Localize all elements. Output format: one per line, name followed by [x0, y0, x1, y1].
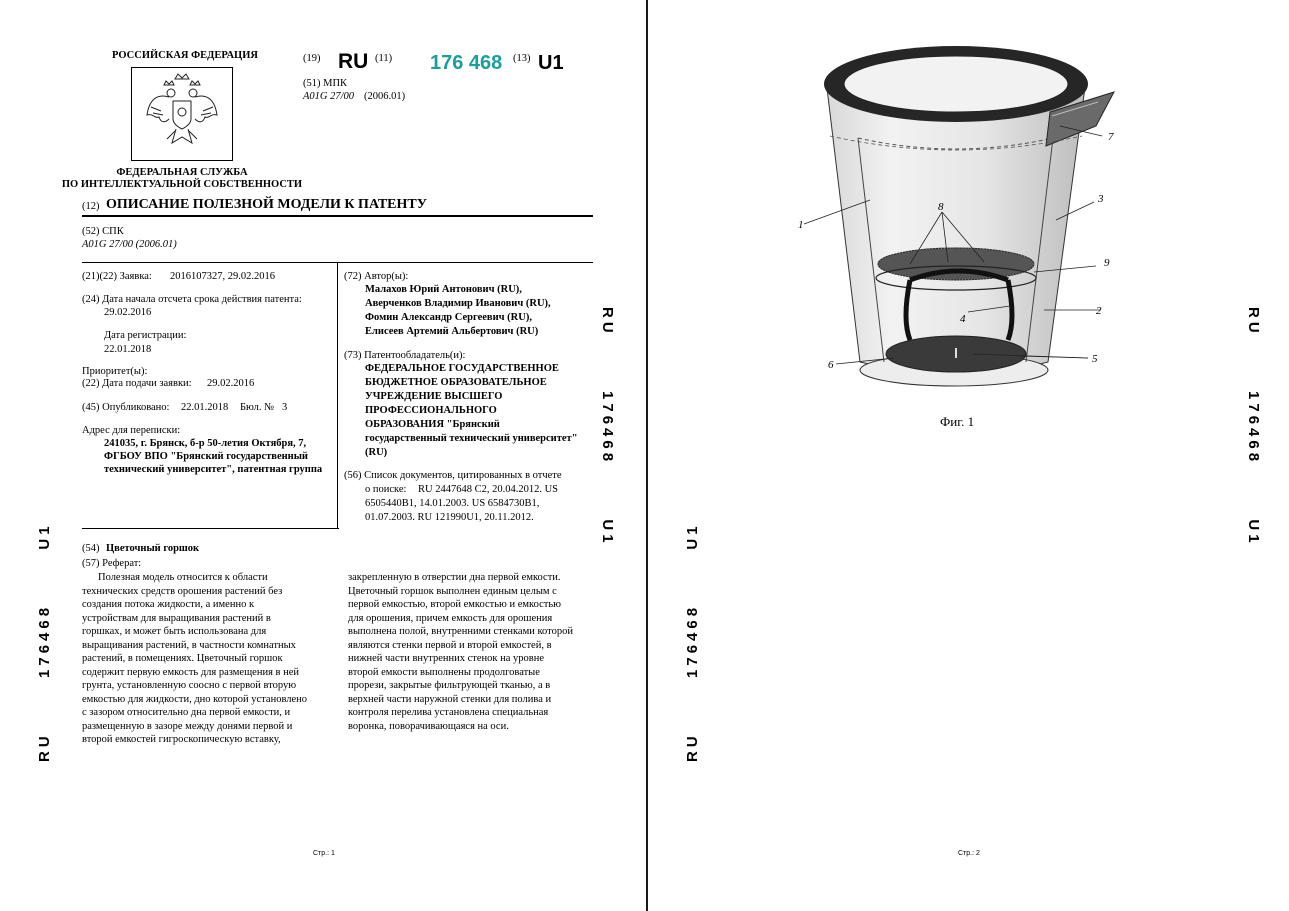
start-date-value: 29.02.2016 — [104, 307, 152, 318]
figure-label: 7 — [1108, 131, 1114, 143]
code-13: (13) — [513, 53, 531, 64]
figure-label: 6 — [828, 359, 834, 371]
side-code-number: 176468 — [684, 603, 701, 678]
figure-1-drawing — [798, 40, 1138, 410]
title-rule — [82, 215, 593, 217]
abstract-line: второй емкостей гигроскопическую вставку, — [82, 734, 281, 745]
mpk-class: A01G 27/00 — [303, 91, 355, 102]
abstract-line: горшках, и может быть использована для — [82, 626, 267, 637]
cited-line: 01.07.2003. RU 121990U1, 20.11.2012. — [365, 512, 534, 523]
side-code-ru: RU — [36, 732, 53, 762]
author-name: Фомин Александр Сергеевич (RU), — [365, 312, 532, 323]
side-code-left — [36, 522, 53, 762]
side-code-number: 176468 — [36, 603, 53, 678]
filing-label: (22) Дата подачи заявки: — [82, 378, 192, 389]
abstract-column-2 — [348, 571, 584, 733]
application-label: (21)(22) Заявка: — [82, 271, 152, 282]
owner-line: государственный технический университет" — [365, 433, 578, 444]
owner-line: ОБРАЗОВАНИЯ "Брянский — [365, 419, 500, 430]
mpk-label: (51) МПК — [303, 78, 348, 89]
patent-number: 176 468 — [430, 52, 503, 74]
registration-value: 22.01.2018 — [104, 344, 152, 355]
figure-label: 2 — [1096, 305, 1102, 317]
abstract-line: Полезная модель относится к области — [98, 572, 268, 583]
figure-label: 4 — [960, 313, 966, 325]
abstract-line: устройствам для выращивания растений в — [82, 612, 271, 624]
abstract-line: грунта, установленную соосно с первой вторую — [82, 680, 297, 691]
abstract-line: создания потока жидкости, а именно к — [82, 599, 255, 610]
owner-line: (RU) — [365, 447, 388, 458]
filing-value: 29.02.2016 — [207, 378, 255, 389]
agency-name-line1: ФЕДЕРАЛЬНАЯ СЛУЖБА — [116, 167, 248, 178]
invention-title: Цветочный горшок — [106, 543, 200, 554]
document-title: ОПИСАНИЕ ПОЛЕЗНОЙ МОДЕЛИ К ПАТЕНТУ — [106, 197, 428, 212]
abstract-line: содержит первую емкость для размещения в ней — [82, 666, 300, 678]
published-label: (45) Опубликовано: — [82, 402, 170, 413]
figure-label: 8 — [938, 201, 944, 213]
abstract-line: нижней части внутренних стенок на уровне — [348, 653, 545, 664]
page-number: Стр.: 2 — [958, 850, 980, 857]
side-code-right — [599, 307, 616, 547]
abstract-line: первой емкостью, второй емкостью и емкостью — [348, 599, 561, 610]
side-code-kind: U1 — [599, 519, 616, 547]
figure-label: 3 — [1098, 193, 1104, 205]
cited-label: (56) Список документов, цитированных в отчете — [344, 470, 562, 481]
spk-value: A01G 27/00 (2006.01) — [82, 239, 177, 250]
kind-code: U1 — [538, 52, 564, 74]
figure-label: 9 — [1104, 257, 1110, 269]
figure-caption: Фиг. 1 — [940, 414, 975, 429]
code-11: (11) — [375, 53, 393, 64]
cited-label-cont: о поиске: — [365, 484, 407, 495]
spk-label: (52) СПК — [82, 226, 124, 237]
side-code-number: 176468 — [599, 391, 616, 466]
bulletin-label: Бюл. № — [240, 402, 275, 413]
authors-label: (72) Автор(ы): — [344, 271, 409, 282]
abstract-line: выращивания растений, в частности комнатных — [82, 639, 296, 651]
side-code-ru: RU — [1245, 307, 1262, 337]
abstract-line: емкостью для жидкости, дно которой установлено — [82, 693, 308, 705]
author-name: Елисеев Артемий Альбертович (RU) — [365, 326, 539, 337]
owner-line: ФЕДЕРАЛЬНОЕ ГОСУДАРСТВЕННОЕ — [365, 363, 559, 374]
agency-name-line2: ПО ИНТЕЛЛЕКТУАЛЬНОЙ СОБСТВЕННОСТИ — [61, 179, 303, 190]
abstract-column-1 — [82, 571, 318, 747]
abstract-line: верхней части наружной стенки для полива и — [348, 693, 552, 705]
country-name: РОССИЙСКАЯ ФЕДЕРАЦИЯ — [112, 50, 258, 61]
cited-line: 6505440B1, 14.01.2003. US 6584730B1, — [365, 498, 540, 509]
side-code-number: 176468 — [1245, 391, 1262, 466]
figure-label: 5 — [1092, 353, 1098, 365]
abstract-line: растений, в помещениях. Цветочный горшок — [82, 653, 283, 664]
coat-of-arms-emblem — [131, 67, 233, 161]
start-date-label: (24) Дата начала отсчета срока действия патента: — [82, 294, 302, 305]
owner-label: (73) Патентообладатель(и): — [344, 350, 466, 361]
side-code-kind: U1 — [1245, 519, 1262, 547]
address-line: 241035, г. Брянск, б-р 50-летия Октября, 7, — [104, 438, 307, 449]
abstract-line: воронка, поворачивающаяся на оси. — [348, 720, 509, 732]
country-code: RU — [338, 50, 369, 73]
abstract-line: размещенную в зазоре между донями первой и — [82, 720, 293, 732]
address-label: Адрес для переписки: — [82, 425, 181, 436]
title-code: (12) — [82, 201, 100, 212]
code-19: (19) — [303, 53, 321, 64]
abstract-line: второй емкости выполнены продолговатые — [348, 666, 540, 678]
abstract-label: (57) Реферат: — [82, 558, 142, 569]
page-number: Стр.: 1 — [313, 850, 335, 857]
abstract-line: для орошения, причем емкость для орошения — [348, 612, 553, 624]
abstract-line: являются стенки первой и второй емкостей, в — [348, 639, 552, 651]
application-value: 2016107327, 29.02.2016 — [170, 271, 275, 282]
patent-page-2 — [648, 0, 1289, 911]
bulletin-value: 3 — [282, 402, 288, 413]
author-name: Малахов Юрий Антонович (RU), — [365, 284, 522, 295]
author-name: Аверченков Владимир Иванович (RU), — [365, 298, 551, 309]
address-line: ФГБОУ ВПО "Брянский государственный — [104, 451, 308, 462]
side-code-right — [1245, 307, 1262, 547]
side-code-ru: RU — [599, 307, 616, 337]
published-value: 22.01.2018 — [181, 402, 229, 413]
invention-title-label: (54) — [82, 543, 100, 554]
abstract-line: с зазором относительно дна первой емкости, и — [82, 707, 291, 718]
side-code-kind: U1 — [36, 522, 53, 550]
figure-label: 1 — [798, 219, 804, 231]
side-code-kind: U1 — [684, 522, 701, 550]
cited-line: RU 2447648 C2, 20.04.2012. US — [418, 484, 559, 495]
abstract-line: закрепленную в отверстии дна первой емкости. — [348, 572, 561, 583]
side-code-ru: RU — [684, 732, 701, 762]
abstract-line: технических средств орошения растений без — [82, 585, 283, 597]
abstract-line: контроля перелива установлена специальная — [348, 707, 549, 718]
address-line: технический университет", патентная группа — [104, 464, 323, 475]
bottom-rule — [82, 528, 339, 529]
column-separator — [337, 262, 338, 528]
side-code-left — [684, 522, 701, 762]
priority-label: Приоритет(ы): — [82, 366, 148, 377]
abstract-line: прорези, закрытые фильтрующей тканью, а в — [348, 680, 551, 691]
owner-line: ПРОФЕССИОНАЛЬНОГО — [365, 405, 497, 416]
owner-line: БЮДЖЕТНОЕ ОБРАЗОВАТЕЛЬНОЕ — [365, 377, 547, 388]
abstract-line: Цветочный горшок выполнен единым целым с — [348, 585, 557, 597]
mpk-date: (2006.01) — [364, 91, 406, 102]
owner-line: УЧРЕЖДЕНИЕ ВЫСШЕГО — [365, 391, 503, 402]
abstract-line: выполнена полой, внутренними стенками которой — [348, 626, 573, 637]
registration-label: Дата регистрации: — [104, 330, 187, 341]
